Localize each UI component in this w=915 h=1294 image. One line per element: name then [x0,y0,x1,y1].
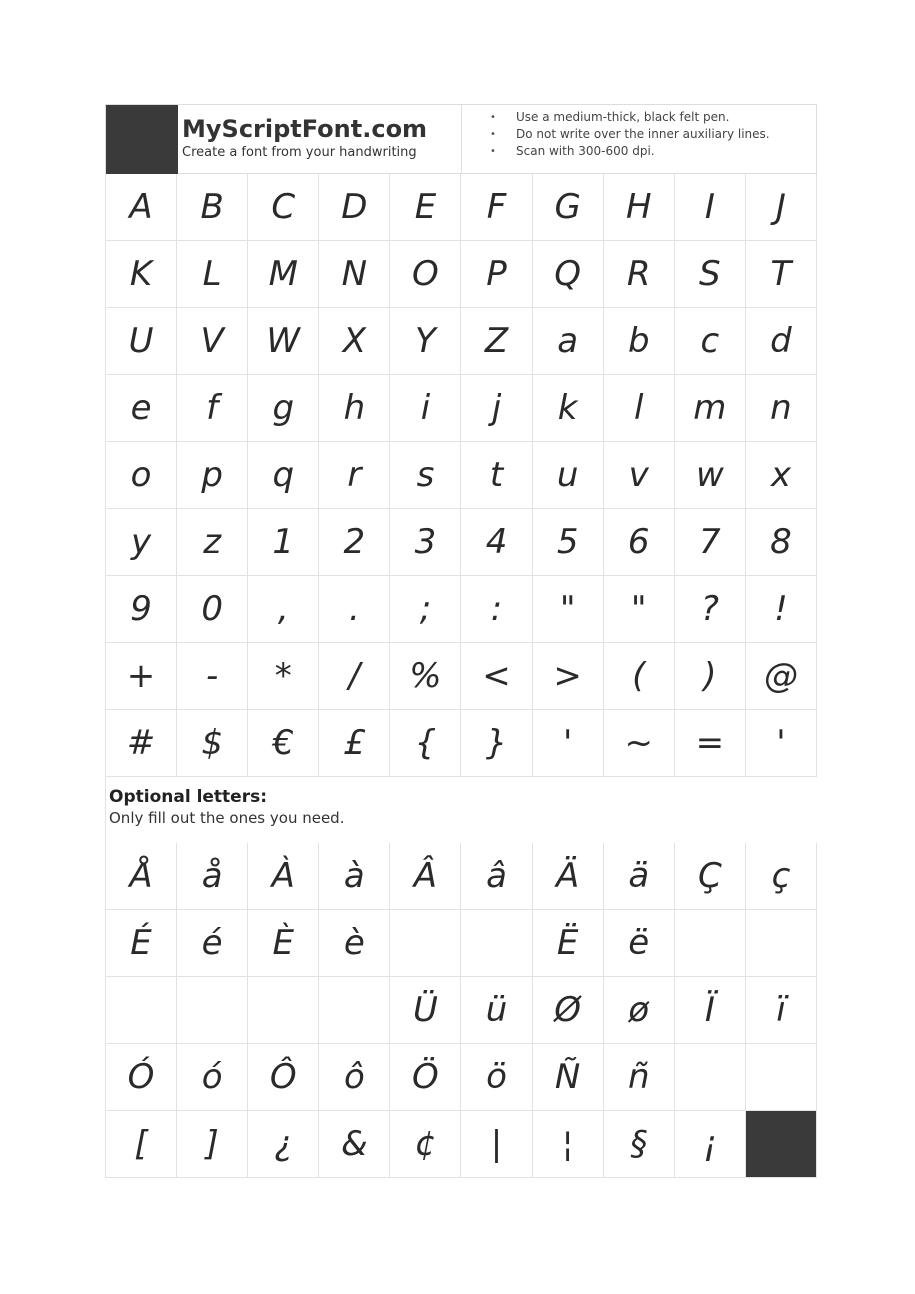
glyph-cell: d [746,308,817,375]
glyph-cell: È [248,910,319,977]
optional-subtitle: Only fill out the ones you need. [109,809,345,827]
glyph-cell: + [106,643,177,710]
glyph-cell: ? [675,576,746,643]
glyph-cell [746,1044,817,1111]
glyph-cell: M [248,241,319,308]
glyph-cell: ; [390,576,461,643]
glyph-cell [177,977,248,1044]
glyph-cell: ë [604,910,675,977]
glyph-cell: ø [604,977,675,1044]
glyph-cell: 4 [461,509,532,576]
glyph-cell: Å [106,843,177,910]
glyph-cell: ) [675,643,746,710]
glyph-cell: Z [461,308,532,375]
glyph-cell: U [106,308,177,375]
glyph-cell: z [177,509,248,576]
glyph-cell: " [604,576,675,643]
glyph-cell: $ [177,710,248,777]
instruction-item: • Use a medium-thick, black felt pen. [490,109,816,126]
glyph-cell: 2 [319,509,390,576]
glyph-cell: o [106,442,177,509]
glyph-cell: t [461,442,532,509]
glyph-cell: Ø [533,977,604,1044]
glyph-cell: ñ [604,1044,675,1111]
glyph-cell: € [248,710,319,777]
glyph-cell: 0 [177,576,248,643]
glyph-cell: ! [746,576,817,643]
glyph-cell: ' [746,710,817,777]
glyph-cell: * [248,643,319,710]
instructions [462,105,816,173]
glyph-cell: = [675,710,746,777]
glyph-cell: Ö [390,1044,461,1111]
glyph-cell: > [533,643,604,710]
glyph-cell: A [106,174,177,241]
glyph-cell: ö [461,1044,532,1111]
glyph-cell: Q [533,241,604,308]
glyph-cell: Ó [106,1044,177,1111]
glyph-cell: x [746,442,817,509]
glyph-cell: m [675,375,746,442]
glyph-cell: v [604,442,675,509]
glyph-cell: I [675,174,746,241]
glyph-cell: # [106,710,177,777]
glyph-cell [746,1111,817,1178]
glyph-cell: @ [746,643,817,710]
glyph-cell: s [390,442,461,509]
glyph-cell: | [461,1111,532,1178]
glyph-cell [675,910,746,977]
glyph-cell: Â [390,843,461,910]
glyph-cell: O [390,241,461,308]
glyph-cell: , [248,576,319,643]
glyph-cell: p [177,442,248,509]
glyph-cell: ( [604,643,675,710]
glyph-cell: - [177,643,248,710]
brand-block [178,105,462,173]
glyph-cell: å [177,843,248,910]
glyph-cell: 1 [248,509,319,576]
glyph-cell: : [461,576,532,643]
glyph-cell: " [533,576,604,643]
glyph-cell: / [319,643,390,710]
glyph-cell: Ô [248,1044,319,1111]
glyph-cell: Ñ [533,1044,604,1111]
glyph-cell: { [390,710,461,777]
glyph-cell: % [390,643,461,710]
glyph-cell: D [319,174,390,241]
site-name: MyScriptFont.com [182,115,428,143]
glyph-cell [461,910,532,977]
glyph-cell: [ [106,1111,177,1178]
glyph-cell: n [746,375,817,442]
glyph-cell: ~ [604,710,675,777]
glyph-cell: & [319,1111,390,1178]
glyph-cell: P [461,241,532,308]
glyph-cell: V [177,308,248,375]
glyph-cell: X [319,308,390,375]
glyph-cell: y [106,509,177,576]
glyph-cell [248,977,319,1044]
glyph-cell: Ä [533,843,604,910]
glyph-cell: r [319,442,390,509]
glyph-cell: 9 [106,576,177,643]
glyph-cell: W [248,308,319,375]
glyph-cell: e [106,375,177,442]
glyph-cell: K [106,241,177,308]
glyph-cell: < [461,643,532,710]
glyph-cell: ï [746,977,817,1044]
glyph-cell: ô [319,1044,390,1111]
glyph-cell: c [675,308,746,375]
glyph-cell: £ [319,710,390,777]
instruction-item: • Scan with 300-600 dpi. [490,143,816,160]
main-character-grid [105,174,817,777]
glyph-cell: F [461,174,532,241]
glyph-cell [675,1044,746,1111]
glyph-cell: k [533,375,604,442]
glyph-cell: é [177,910,248,977]
glyph-cell: ¡ [675,1111,746,1178]
glyph-cell: J [746,174,817,241]
glyph-cell: l [604,375,675,442]
glyph-cell: R [604,241,675,308]
glyph-cell [106,977,177,1044]
glyph-cell: è [319,910,390,977]
glyph-cell: ó [177,1044,248,1111]
glyph-cell: w [675,442,746,509]
sheet-header [105,104,817,174]
glyph-cell: j [461,375,532,442]
glyph-cell: G [533,174,604,241]
tagline: Create a font from your handwriting [182,145,417,160]
glyph-cell [319,977,390,1044]
template-sheet [105,104,817,1178]
glyph-cell [390,910,461,977]
optional-character-grid [105,843,817,1178]
glyph-cell: â [461,843,532,910]
glyph-cell: À [248,843,319,910]
glyph-cell: Ç [675,843,746,910]
glyph-cell: C [248,174,319,241]
glyph-cell: b [604,308,675,375]
glyph-cell: ] [177,1111,248,1178]
glyph-cell: f [177,375,248,442]
glyph-cell: Ë [533,910,604,977]
glyph-cell: ü [461,977,532,1044]
glyph-cell: § [604,1111,675,1178]
glyph-cell: i [390,375,461,442]
glyph-cell: 7 [675,509,746,576]
glyph-cell: a [533,308,604,375]
glyph-cell: L [177,241,248,308]
glyph-cell: Y [390,308,461,375]
glyph-cell: } [461,710,532,777]
instruction-item: • Do not write over the inner auxiliary lines. [490,126,816,143]
glyph-cell: . [319,576,390,643]
glyph-cell: ¦ [533,1111,604,1178]
glyph-cell: E [390,174,461,241]
glyph-cell: ç [746,843,817,910]
glyph-cell: h [319,375,390,442]
glyph-cell: g [248,375,319,442]
glyph-cell: 8 [746,509,817,576]
glyph-cell: ' [533,710,604,777]
optional-section-header [105,777,817,843]
glyph-cell: ä [604,843,675,910]
glyph-cell: ¿ [248,1111,319,1178]
glyph-cell: H [604,174,675,241]
glyph-cell: T [746,241,817,308]
glyph-cell: u [533,442,604,509]
glyph-cell [746,910,817,977]
glyph-cell: N [319,241,390,308]
glyph-cell: 6 [604,509,675,576]
corner-marker [106,105,178,174]
glyph-cell: Ü [390,977,461,1044]
glyph-cell: à [319,843,390,910]
glyph-cell: S [675,241,746,308]
glyph-cell: É [106,910,177,977]
glyph-cell: B [177,174,248,241]
glyph-cell: ¢ [390,1111,461,1178]
glyph-cell: Ï [675,977,746,1044]
optional-title: Optional letters: [109,787,268,807]
glyph-cell: q [248,442,319,509]
glyph-cell: 3 [390,509,461,576]
glyph-cell: 5 [533,509,604,576]
